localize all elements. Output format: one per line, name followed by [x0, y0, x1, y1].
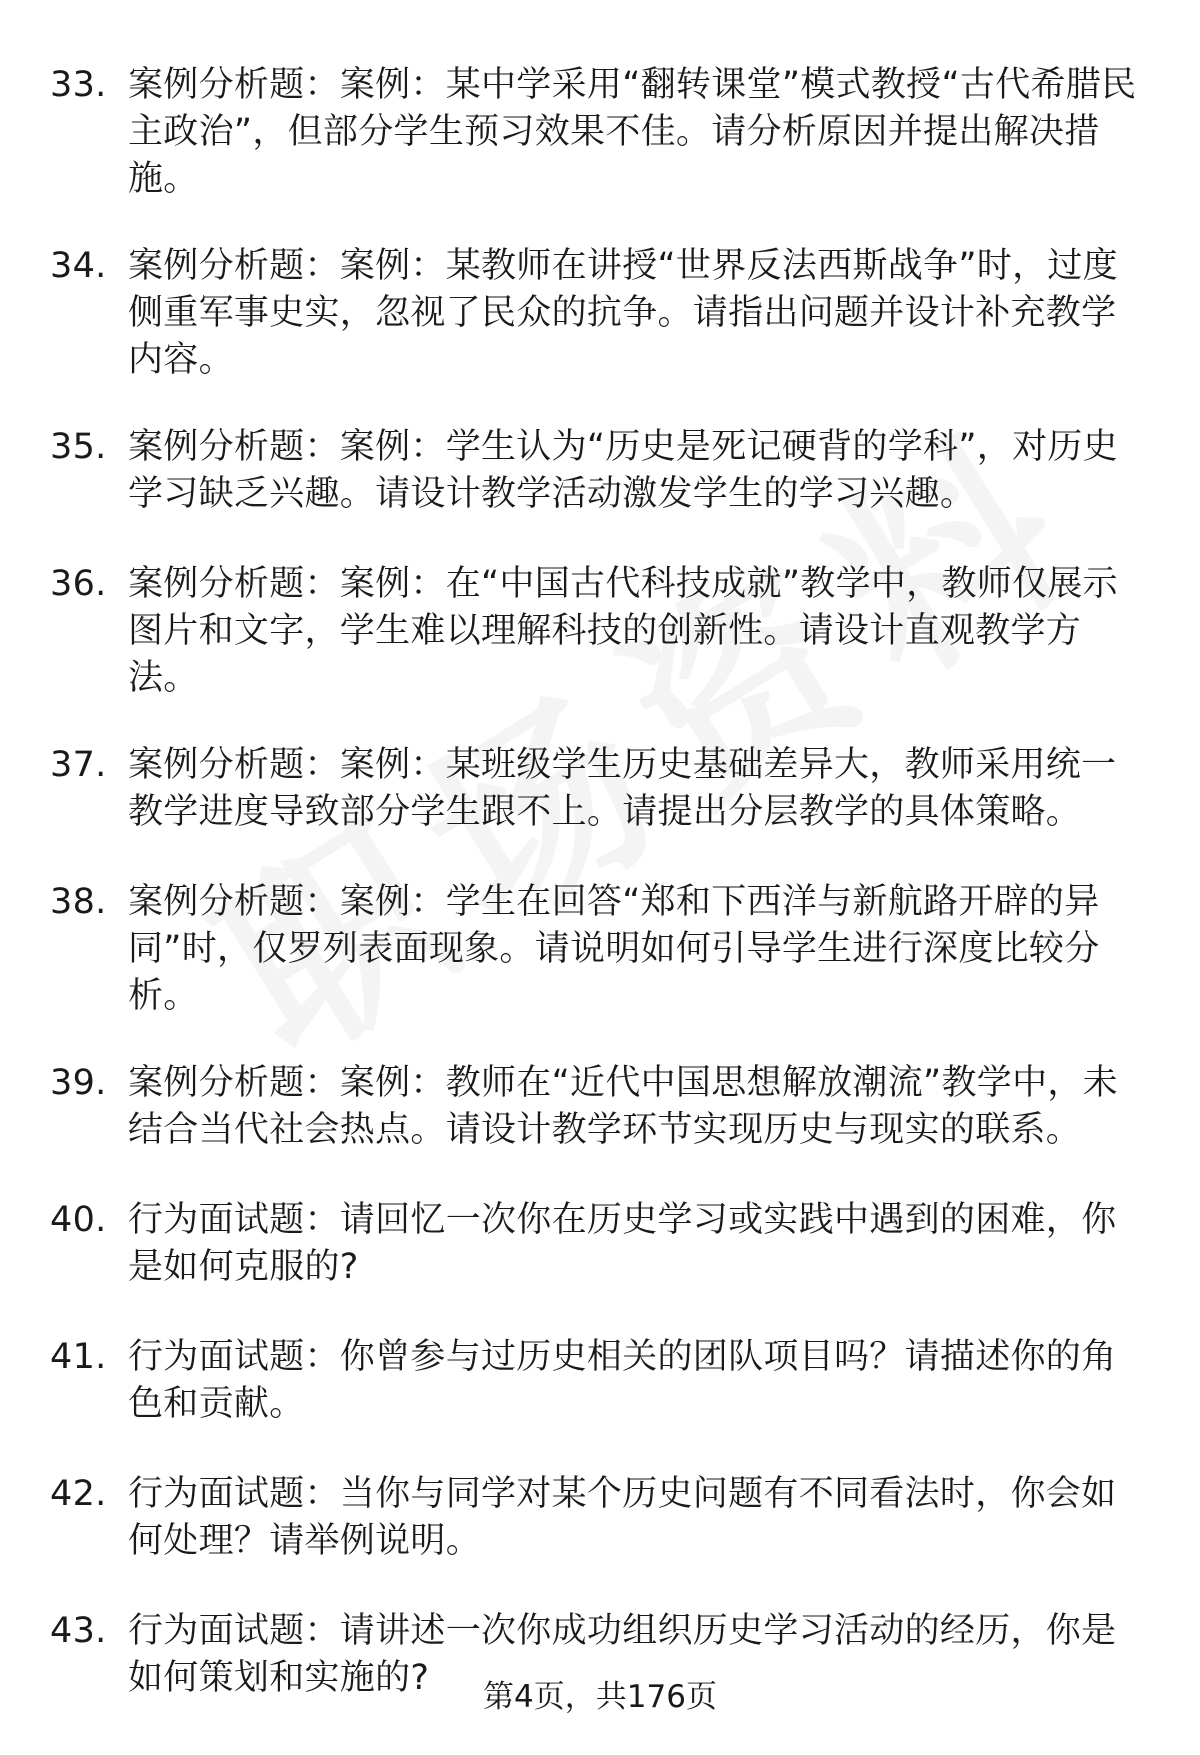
question-number: 36. [50, 564, 107, 604]
question-number: 34. [50, 246, 107, 286]
question-item [50, 424, 1150, 518]
question-item [50, 1197, 1150, 1291]
question-text: 行为面试题：你曾参与过历史相关的团队项目吗？请描述你的角色和贡献。 [128, 1337, 1117, 1424]
question-text: 案例分析题：案例：教师在“近代中国思想解放潮流”教学中，未结合当代社会热点。请设计教学环节实现历史与现实的联系。 [128, 1063, 1118, 1150]
question-text: 案例分析题：案例：某班级学生历史基础差异大，教师采用统一教学进度导致部分学生跟不上。请提出分层教学的具体策略。 [128, 745, 1117, 832]
question-list [50, 62, 1150, 1745]
question-number: 39. [50, 1063, 107, 1103]
question-item [50, 62, 1150, 203]
question-text: 案例分析题：案例：学生认为“历史是死记硬背的学科”，对历史学习缺乏兴趣。请设计教学活动激发学生的学习兴趣。 [128, 427, 1118, 514]
question-item [50, 1471, 1150, 1565]
question-number: 43. [50, 1611, 107, 1651]
question-text: 案例分析题：案例：在“中国古代科技成就”教学中，教师仅展示图片和文字，学生难以理解科技的创新性。请设计直观教学方法。 [128, 564, 1118, 698]
question-item [50, 243, 1150, 384]
question-text: 行为面试题：请讲述一次你成功组织历史学习活动的经历，你是如何策划和实施的? [128, 1611, 1117, 1698]
question-number: 41. [50, 1337, 107, 1377]
question-number: 38. [50, 882, 107, 922]
question-text: 行为面试题：当你与同学对某个历史问题有不同看法时，你会如何处理？请举例说明。 [128, 1474, 1117, 1561]
question-number: 35. [50, 427, 107, 467]
question-number: 33. [50, 65, 107, 105]
question-item [50, 1060, 1150, 1154]
question-number: 42. [50, 1474, 107, 1514]
question-item [50, 1334, 1150, 1428]
question-item [50, 742, 1150, 836]
question-text: 案例分析题：案例：某教师在讲授“世界反法西斯战争”时，过度侧重军事史实，忽视了民众的抗争。请指出问题并设计补充教学内容。 [128, 246, 1118, 380]
question-number: 40. [50, 1200, 107, 1240]
question-item [50, 879, 1150, 1020]
question-number: 37. [50, 745, 107, 785]
question-text: 案例分析题：案例：学生在回答“郑和下西洋与新航路开辟的异同”时，仅罗列表面现象。请说明如何引导学生进行深度比较分析。 [128, 882, 1100, 1016]
question-text: 案例分析题：案例：某中学采用“翻转课堂”模式教授“古代希腊民主政治”，但部分学生预习效果不佳。请分析原因并提出解决措施。 [128, 65, 1137, 199]
page-footer: 第4页，共176页 [483, 1679, 717, 1715]
question-item [50, 561, 1150, 702]
question-text: 行为面试题：请回忆一次你在历史学习或实践中遇到的困难，你是如何克服的? [128, 1200, 1117, 1287]
